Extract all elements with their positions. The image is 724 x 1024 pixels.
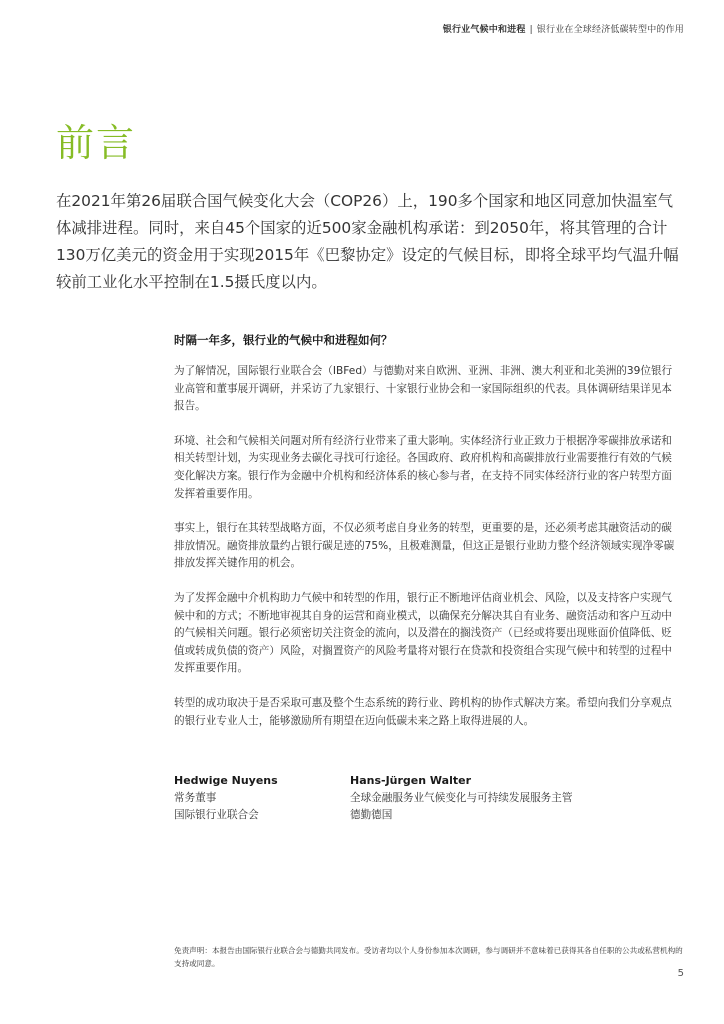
running-header	[443, 22, 684, 35]
body-paragraph: 为了解情况，国际银行业联合会（IBFed）与德勤对来自欧洲、亚洲、非洲、澳大利亚和北美洲的39位银行业高管和董事展开调研，并采访了九家银行、十家银行业协会和一家国际组织的代表。具体调研结果详见本报告。	[174, 365, 673, 413]
header-separator: |	[529, 25, 533, 35]
signatory-title: 全球金融服务业气候变化与可持续发展服务主管	[350, 792, 573, 804]
section-heading: 时隔一年多，银行业的气候中和进程如何？	[174, 333, 393, 347]
body-paragraph: 为了发挥金融中介机构助力气候中和转型的作用，银行正不断地评估商业机会、风险，以及支持客户实现气候中和的方式；不断地审视其自身的运营和商业模式，以确保充分解决其自有业务、融资活动和客户互动中的气候相关问题。银行必须密切关注资金的流向，以及潜在的搁浅资产（已经或将要出现账面价值降低、贬值或转成负债的资产）风险，对搁置资产的风险考量将对银行在贷款和投资组合实现气候中和转型的过程中发挥重要作用。	[174, 591, 672, 675]
page-title: 前言	[56, 121, 137, 165]
main-section	[174, 332, 682, 747]
body-paragraph: 转型的成功取决于是否采取可惠及整个生态系统的跨行业、跨机构的协作式解决方案。希望向我们分享观点的银行业专业人士，能够激励所有期望在迈向低碳未来之路上取得进展的人。	[174, 696, 672, 727]
signatory-name: Hans-Jürgen Walter	[350, 774, 471, 787]
header-subtitle: 银行业在全球经济低碳转型中的作用	[536, 25, 684, 35]
signatory-name: Hedwige Nuyens	[174, 774, 278, 787]
intro-paragraph: 在2021年第26届联合国气候变化大会（COP26）上，190多个国家和地区同意加快温室气体减排进程。同时，来自45个国家的近500家金融机构承诺：到2050年，将其管理的合计130万亿美元的资金用于实现2015年《巴黎协定》设定的气候目标，即将全球平均气温升幅较前工业化水平控制在1.5摄氏度以内。	[56, 192, 679, 291]
disclaimer: 免责声明：本报告由国际银行业联合会与德勤共同发布。受访者均以个人身份参加本次调研，参与调研并不意味着已获得其各自任职的公共或私营机构的支持或同意。	[174, 946, 683, 968]
signature-2	[350, 772, 572, 823]
page-number: 5	[677, 968, 684, 979]
header-title: 银行业气候中和进程	[442, 25, 526, 35]
signatory-title: 常务董事	[174, 792, 217, 804]
signatory-organization: 德勤德国	[350, 808, 393, 821]
signature-1	[174, 772, 278, 823]
body-paragraph: 事实上，银行在其转型战略方面，不仅必须考虑自身业务的转型，更重要的是，还必须考虑其融资活动的碳排放情况。融资排放量约占银行碳足迹的75%，且极难测量，但这正是银行业助力整个经济领域实现净零碳排放发挥关键作用的机会。	[174, 522, 675, 570]
signatory-organization: 国际银行业联合会	[174, 808, 259, 821]
body-paragraph: 环境、社会和气候相关问题对所有经济行业带来了重大影响。实体经济行业正致力于根据净零碳排放承诺和相关转型计划，为实现业务去碳化寻找可行途径。各国政府、政府机构和高碳排放行业需要推行有效的气候变化解决方案。银行作为金融中介机构和经济体系的核心参与者，在支持不同实体经济行业的客户转型方面发挥着重要作用。	[174, 434, 672, 500]
